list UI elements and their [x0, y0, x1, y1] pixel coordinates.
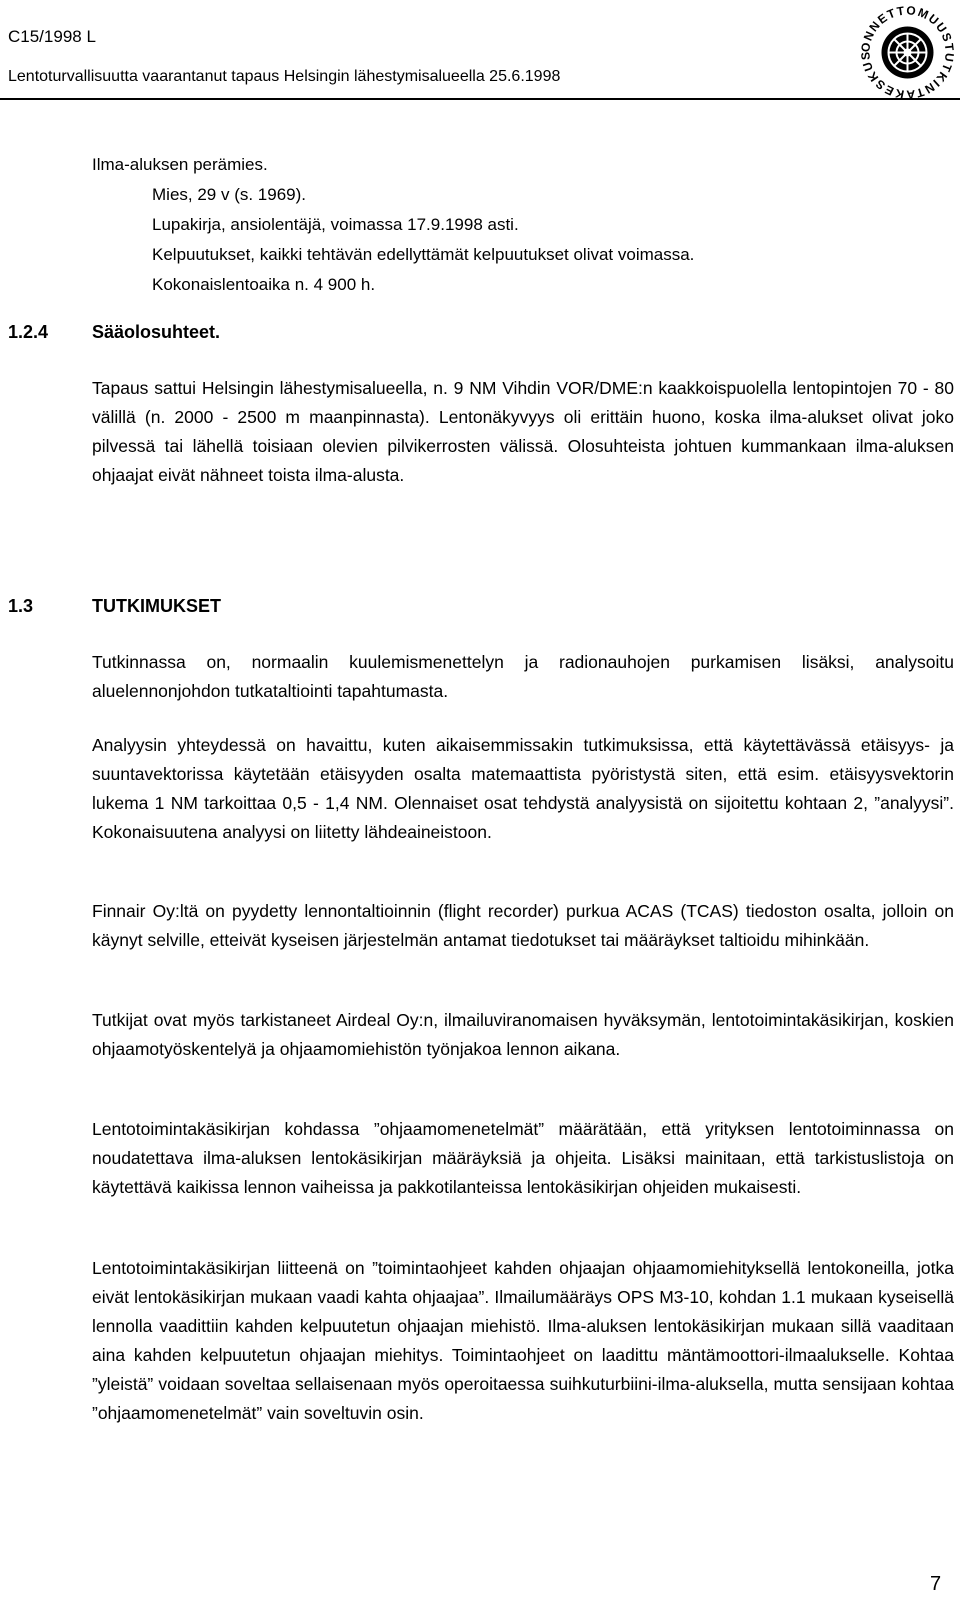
emblem-icon — [855, 0, 960, 105]
document-code: C15/1998 L — [8, 27, 96, 46]
section-title: Sääolosuhteet. — [92, 322, 221, 342]
crew-detail: Kelpuutukset, kaikki tehtävän edellyttämät kelpuutukset olivat voimassa. — [152, 245, 695, 264]
section-number: 1.2.4 — [8, 322, 49, 342]
body-paragraph: Analyysin yhteydessä on havaittu, kuten aikaisemmissakin tutkimuksissa, että käytettävässä etäisyys- ja suuntavektorissa käytetään etäisyyden osalta matemaattista pyöristystä siten, että esim. etäisyysvektorin lukema 1 NM tarkoittaa 0,5 - 1,4 NM. Olennaiset osat tehdystä analyysistä on sijoitettu kohtaan 2, ”analyysi”. Kokonaisuutena analyysi on liitetty lähdeaineistoon. — [92, 735, 954, 842]
crew-info — [92, 150, 694, 300]
crew-heading: Ilma-aluksen perämies. — [92, 155, 268, 174]
body-paragraph: Tutkinnassa on, normaalin kuulemismenettelyn ja radionauhojen purkamisen lisäksi, analysoitu aluelennonjohdon tutkataltiointi tapahtumasta. — [92, 652, 954, 701]
body-paragraph: Tutkijat ovat myös tarkistaneet Airdeal Oy:n, ilmailuviranomaisen hyväksymän, lentotoimintakäsikirjan, koskien ohjaamotyöskentelyä ja ohjaamomiehistön työnjakoa lennon aikana. — [92, 1010, 954, 1059]
body-paragraph: Finnair Oy:ltä on pyydetty lennontaltioinnin (flight recorder) purkua ACAS (TCAS) tiedoston osalta, jolloin on käynyt selville, etteivät kyseisen järjestelmän antamat tiedotukset tai määräykset taltioidu mihinkään. — [92, 901, 954, 950]
page-number: 7 — [930, 1573, 942, 1595]
crew-detail: Kokonaislentoaika n. 4 900 h. — [152, 275, 376, 294]
crew-detail: Mies, 29 v (s. 1969). — [152, 185, 307, 204]
body-paragraph: Lentotoimintakäsikirjan kohdassa ”ohjaamomenetelmät” määrätään, että yrityksen lentotoiminnassa on noudatettava ilma-aluksen lentokäsikirjan määräyksiä ja ohjeita. Lisäksi mainitaan, että tarkistuslistoja on käytettävä kaikissa lennon vaiheissa ja pakkotilanteissa lentokäsikirjan ohjeiden mukaisesti. — [92, 1119, 954, 1197]
header-divider — [0, 98, 960, 100]
body-paragraph: Lentotoimintakäsikirjan liitteenä on ”toimintaohjeet kahden ohjaajan ohjaamomiehityksellä lentokoneilla, jotka eivät lentokäsikirjan mukaan vaadi kahta ohjaajaa”. Ilmailumääräys OPS M3-10, kohdan 1.1 mukaan kyseisellä lennolla vaadittiin kahden kelpuutetun ohjaajan miehistö. Ilma-aluksen lentokäsikirjan mukaan sillä vaaditaan aina kahden kelpuutetun ohjaajan miehitys. Toimintaohjeet on laadittu mäntämoottori-ilmaalukselle. Kohtaa ”yleistä” voidaan soveltaa sellaisenaan myös operoitaessa suihkuturbiini-ilma-aluksella, mutta sensijaan kohtaa ”ohjaamomenetelmät” vain soveltuvin osin. — [92, 1258, 954, 1423]
weather-paragraph: Tapaus sattui Helsingin lähestymisalueella, n. 9 NM Vihdin VOR/DME:n kaakkoispuolella lentopintojen 70 - 80 välillä (n. 2000 - 2500 m maanpinnasta). Lentonäkyvyys oli erittäin huono, koska ilma-alukset olivat joko pilvessä tai lähellä toisiaan olevien pilvikerrosten välissä. Olosuhteista johtuen kummankaan ilma-aluksen ohjaajat eivät nähneet toista ilma-alusta. — [92, 378, 954, 485]
crew-detail: Lupakirja, ansiolentäjä, voimassa 17.9.1998 asti. — [152, 215, 519, 234]
document-title: Lentoturvallisuutta vaarantanut tapaus Helsingin lähestymisalueella 25.6.1998 — [8, 68, 561, 85]
section-number: 1.3 — [8, 596, 34, 616]
logo-text: ONNETTOMUUSTUTKINTAKESKUS — [858, 3, 957, 102]
section-title: TUTKIMUKSET — [92, 596, 221, 616]
